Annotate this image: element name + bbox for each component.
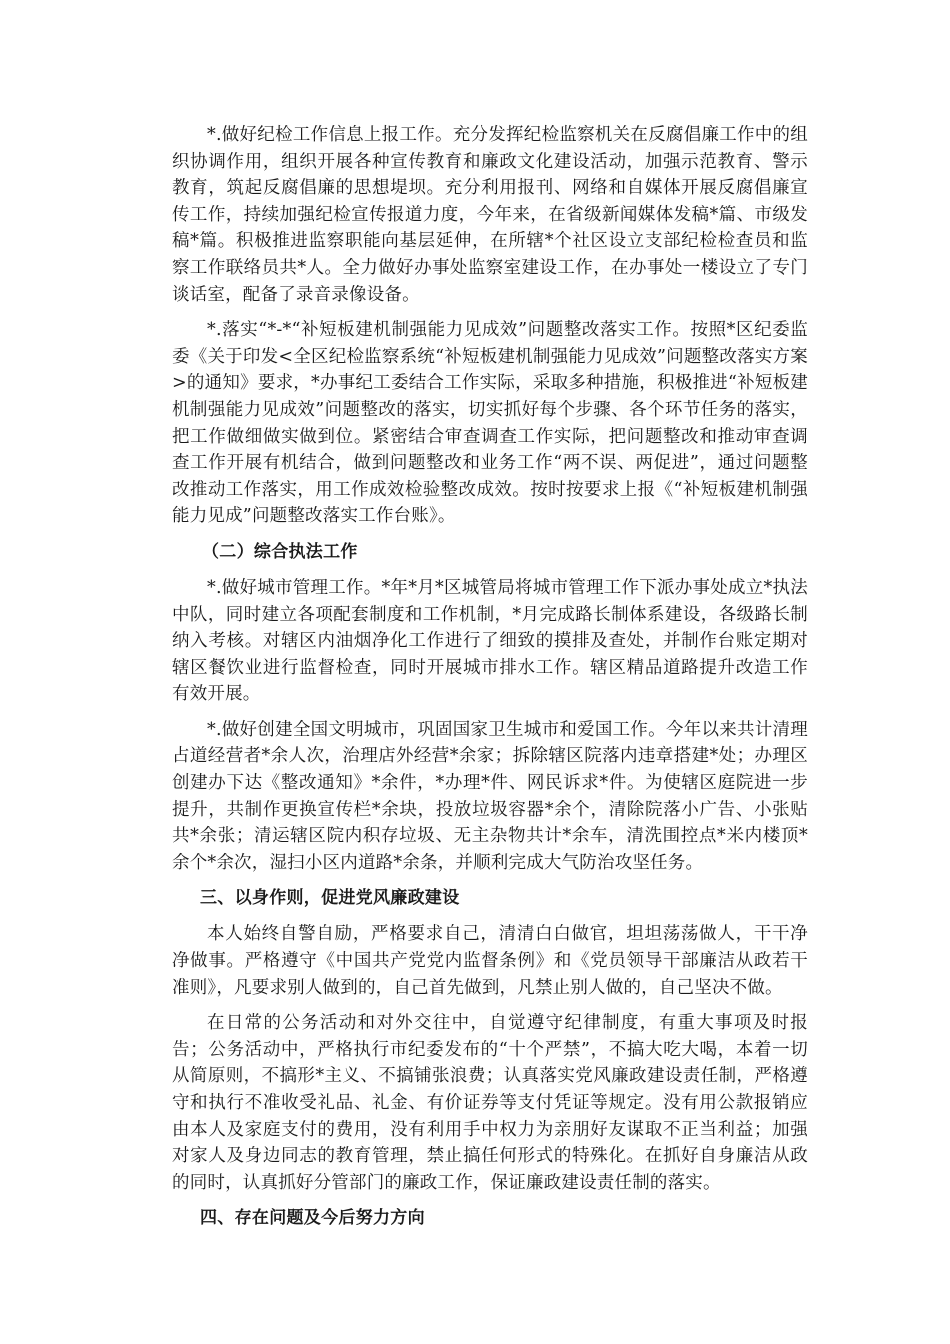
paragraph-city-management: *.做好城市管理工作。*年*月*区城管局将城市管理工作下派办事处成立*执法中队，同时建立各项配套制度和工作机制，*月完成路长制体系建设，各级路长制纳入考核。对辖区内油烟净化工作进行了细致的摸排及查处，并制作台账定期对辖区餐饮业进行监督检查，同时开展城市排水工作。辖区精品道路提升改造工作有效开展。: [172, 577, 808, 705]
paragraph-self-discipline: 本人始终自警自励，严格要求自己，清清白白做官，坦坦荡荡做人，干干净净做事。严格遵守《中国共产党党内监督条例》和《党员领导干部廉洁从政若干准则》，凡要求别人做到的，自己首先做到，凡禁止别人做的，自己坚决不做。: [172, 924, 808, 998]
section-heading-integrity: 三、以身作则，促进党风廉政建设: [200, 888, 460, 909]
paragraph-civilized-city: *.做好创建全国文明城市，巩固国家卫生城市和爱国工作。今年以来共计清理占道经营者*余人次，治理店外经营*余家；拆除辖区院落内违章搭建*处；办理区创建办下达《整改通知》*余件，*办理*件、网民诉求*件。为使辖区庭院进一步提升，共制作更换宣传栏*余块，投放垃圾容器*余个，清除院落小广告、小张贴共*余张；清运辖区院内积存垃圾、无主杂物共计*余车，清洗围控点*米内楼顶*余个*余次，湿扫小区内道路*余条，并顺利完成大气防治攻坚任务。: [172, 719, 808, 873]
paragraph-inspection-info: *.做好纪检工作信息上报工作。充分发挥纪检监察机关在反腐倡廉工作中的组织协调作用，组织开展各种宣传教育和廉政文化建设活动，加强示范教育、警示教育，筑起反腐倡廉的思想堤坝。充分利用报刊、网络和自媒体开展反腐倡廉宣传工作，持续加强纪检宣传报道力度，今年来，在省级新闻媒体发稿*篇、市级发稿*篇。积极推进监察职能向基层延伸，在所辖*个社区设立支部纪检检查员和监察工作联络员共*人。全力做好办事处监察室建设工作，在办事处一楼设立了专门谈话室，配备了录音录像设备。: [172, 125, 808, 305]
section-heading-law-enforcement: （二）综合执法工作: [202, 541, 358, 562]
document-body: [172, 122, 808, 1241]
paragraph-official-conduct: 在日常的公务活动和对外交往中，自觉遵守纪律制度，有重大事项及时报告；公务活动中，严格执行市纪委发布的“十个严禁”，不搞大吃大喝，本着一切从简原则，不搞形*主义、不搞铺张浪费；认真落实党风廉政建设责任制，严格遵守和执行不准收受礼品、礼金、有价证券等支付凭证等规定。没有用公款报销应由本人及家庭支付的费用，没有利用手中权力为亲朋好友谋取不正当利益；加强对家人及身边同志的教育管理，禁止搞任何形式的特殊化。在抓好自身廉洁从政的同时，认真抓好分管部门的廉政工作，保证廉政建设责任制的落实。: [172, 1013, 808, 1193]
section-heading-problems: 四、存在问题及今后努力方向: [200, 1208, 425, 1229]
paragraph-rectification: *.落实“*-*“补短板建机制强能力见成效”问题整改落实工作。按照*区纪委监委《关于印发<全区纪检监察系统“补短板建机制强能力见成效”问题整改落实方案>的通知》要求，*办事纪工委结合工作实际，采取多种措施，积极推进“补短板建机制强能力见成效”问题整改的落实，切实抓好每个步骤、各个环节任务的落实，把工作做细做实做到位。紧密结合审查调查工作实际，把问题整改和推动审查调查工作开展有机结合，做到问题整改和业务工作“两不误、两促进”，通过问题整改推动工作落实，用工作成效检验整改成效。按时按要求上报《“补短板建机制强能力见成”问题整改落实工作台账》。: [172, 320, 808, 527]
